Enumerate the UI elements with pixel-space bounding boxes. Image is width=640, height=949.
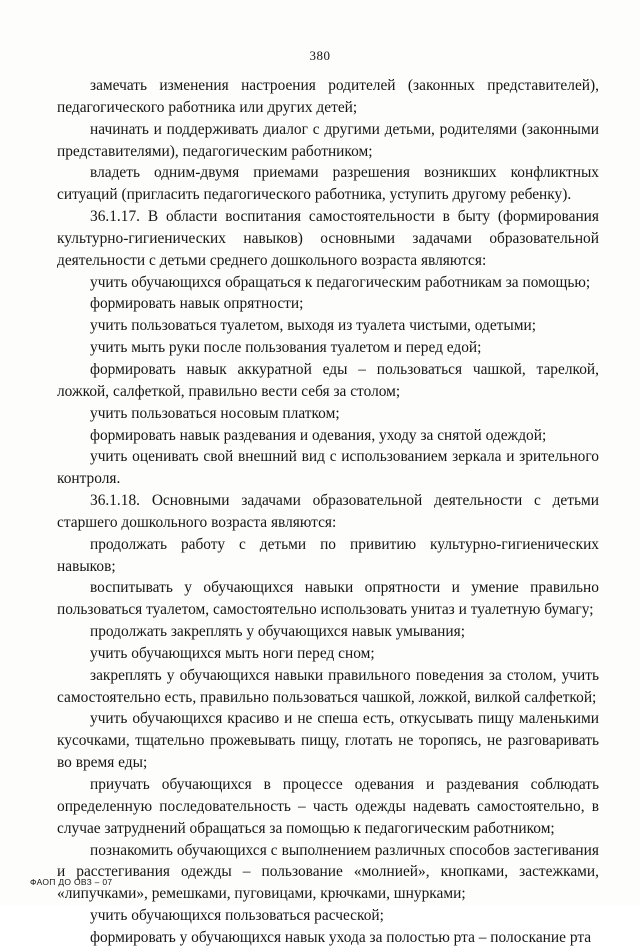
paragraph: познакомить обучающихся с выполнением различных способов застегивания и расстегивания одежды – пользование «молнией», кнопками, застежками, «липучками», ремешками, пуговицами, крючками, шнурками; (57, 841, 599, 903)
document-body (57, 75, 599, 949)
paragraph: формировать навык аккуратной еды – пользоваться чашкой, тарелкой, ложкой, салфеткой, правильно вести себя за столом; (57, 360, 599, 400)
paragraph: учить обучающихся мыть ноги перед сном; (90, 644, 375, 662)
paragraph: учить пользоваться носовым платком; (90, 404, 340, 422)
paragraph: замечать изменения настроения родителей (законных представителей), педагогического работника или других детей; (57, 77, 599, 116)
page-number: 380 (309, 48, 331, 63)
paragraph: учить обучающихся пользоваться расческой; (90, 907, 384, 925)
paragraph: продолжать работу с детьми по привитию культурно-гигиенических навыков; (57, 535, 599, 575)
paragraph: воспитывать у обучающихся навыки опрятности и умение правильно пользоваться туалетом, самостоятельно использовать унитаз и туалетную бумагу; (57, 579, 599, 619)
section-paragraph-36-1-17: 36.1.17. В области воспитания самостоятельности в быту (формирования культурно-гигиенических навыков) основными задачами образовательной деятельности с детьми среднего дошкольного возраста являются: (57, 208, 599, 269)
paragraph: учить мыть руки после пользования туалетом и перед едой; (90, 339, 482, 357)
paragraph: формировать у обучающихся навык ухода за полостью рта – полоскание рта (90, 928, 592, 946)
section-paragraph-36-1-18: 36.1.18. Основными задачами образовательной деятельности с детьми старшего дошкольного возраста являются: (57, 492, 599, 531)
paragraph: учить обучающихся красиво и не спеша есть, откусывать пищу маленькими кусочками, тщательно прожевывать пищу, глотать не торопясь, не разговаривать во время еды; (57, 710, 599, 772)
paragraph: формировать навык раздевания и одевания, уходу за снятой одеждой; (90, 426, 547, 444)
paragraph: формировать навык опрятности; (90, 295, 304, 313)
paragraph: начинать и поддерживать диалог с другими детьми, родителями (законными представителями), педагогическим работником; (57, 120, 599, 160)
paragraph: продолжать закреплять у обучающихся навык умывания; (90, 623, 465, 641)
paragraph: закреплять у обучающихся навыки правильного поведения за столом, учить самостоятельно есть, правильно пользоваться чашкой, ложкой, вилкой салфеткой; (57, 666, 599, 706)
paragraph: приучать обучающихся в процессе одевания и раздевания соблюдать определенную последовательность – часть одежды надевать самостоятельно, в случае затруднений обращаться за помощью к педагогическим работником; (57, 776, 599, 837)
paragraph: владеть одним-двумя приемами разрешения возникших конфликтных ситуаций (пригласить педагогического работника, уступить другому ребенку). (57, 164, 599, 204)
page-footer: ФАОП ДО ОВЗ – 07 (30, 877, 113, 887)
paragraph: учить пользоваться туалетом, выходя из туалета чистыми, одетыми; (90, 317, 536, 335)
paragraph: учить оценивать свой внешний вид с использованием зеркала и зрительного контроля. (57, 448, 599, 488)
paragraph: учить обучающихся обращаться к педагогическим работникам за помощью; (90, 273, 591, 291)
